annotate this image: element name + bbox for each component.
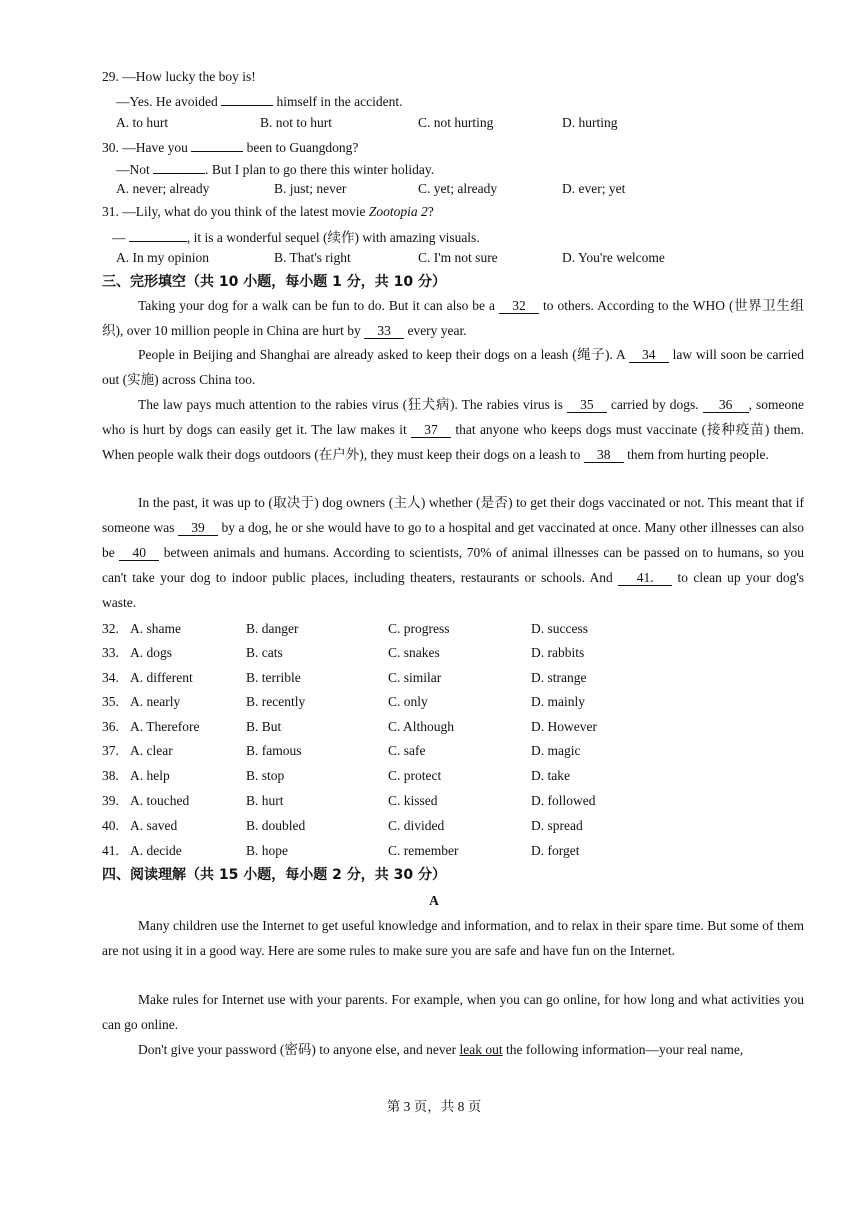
cloze-option-row: 35. A. nearly B. recently C. only D. mainly [102, 694, 585, 709]
answer-blank [191, 136, 243, 152]
option: D. hurting [562, 115, 618, 130]
q30-options [116, 180, 716, 198]
cloze-option-row: 38. A. help B. stop C. protect D. take [102, 768, 570, 783]
option: B. That's right [274, 250, 351, 265]
cloze-blank: 38 [584, 447, 624, 463]
option: B. not to hurt [260, 115, 333, 130]
cloze-option-row: 32. A. shame B. danger C. progress D. success [102, 621, 588, 636]
option: C. not hurting [418, 115, 494, 130]
page-number: 第 3 页，共 8 页 [386, 1099, 482, 1114]
option: D. ever; yet [562, 181, 626, 196]
q31-stem: 31. —Lily, what do you think of the latest movie Zootopia 2? [102, 204, 434, 219]
reading-paragraph-3: Don't give your password (密码) to anyone else, and never leak out the following information—your real name, [138, 1042, 744, 1057]
cloze-blank: 34 [629, 347, 669, 363]
cloze-blank: 40 [119, 545, 159, 561]
cloze-option-row: 33. A. dogs B. cats C. snakes D. rabbits [102, 645, 585, 660]
q30-reply: —Not . But I plan to go there this winter holiday. [116, 158, 434, 179]
q29-stem: 29. —How lucky the boy is! [102, 69, 256, 84]
section-title: 三、完形填空（共 10 小题，每小题 1 分，共 10 分） [102, 274, 446, 290]
option: D. You're welcome [562, 250, 665, 265]
q29-reply: —Yes. He avoided himself in the accident. [116, 90, 402, 111]
reading-paragraph-2: Make rules for Internet use with your parents. For example, when you can go online, for how long and what activities you can go online. [102, 992, 804, 1032]
option: B. just; never [274, 181, 347, 196]
answer-blank [153, 158, 205, 174]
q30-stem: 30. —Have you been to Guangdong? [102, 136, 358, 157]
q31-reply: — , it is a wonderful sequel (续作) with amazing visuals. [112, 226, 480, 247]
option: A. to hurt [116, 115, 169, 130]
cloze-option-row: 40. A. saved B. doubled C. divided D. spread [102, 818, 583, 833]
cloze-blank: 41. [618, 570, 672, 586]
cloze-paragraph-2: People in Beijing and Shanghai are already asked to keep their dogs on a leash (绳子). A 34 law will soon be carried out (实施) across China too. [102, 347, 805, 387]
option: C. yet; already [418, 181, 498, 196]
cloze-blank: 35 [567, 397, 607, 413]
cloze-option-row: 41. A. decide B. hope C. remember D. forget [102, 843, 580, 858]
q29-options [116, 114, 716, 132]
cloze-option-row: 39. A. touched B. hurt C. kissed D. followed [102, 793, 596, 808]
option: A. In my opinion [116, 250, 209, 265]
cloze-blank: 37 [411, 422, 451, 438]
option: C. I'm not sure [418, 250, 498, 265]
cloze-option-row: 34. A. different B. terrible C. similar D. strange [102, 670, 587, 685]
cloze-paragraph-4: In the past, it was up to (取决于) dog owners (主人) whether (是否) to get their dogs vaccinated or not. This meant that if someone was 39 by a dog, he or she would have to go to a hospital and get vaccinated at once. Many other illnesses can also be 40 between animals and humans. According to scientists, 70% of animal illnesses can be passed on to humans, so you can't take your dog to indoor public places, including theaters, restaurants or schools. And 41. to clean up your dog's waste. [102, 495, 805, 610]
movie-title: Zootopia 2 [368, 204, 428, 219]
option: A. never; already [116, 181, 210, 196]
cloze-blank: 33 [364, 323, 404, 339]
cloze-option-row: 36. A. Therefore B. But C. Although D. However [102, 719, 597, 734]
underlined-phrase: leak out [459, 1042, 503, 1057]
passage-label: A [429, 893, 439, 908]
cloze-option-row: 37. A. clear B. famous C. safe D. magic [102, 743, 581, 758]
cloze-blank: 39 [178, 520, 218, 536]
section-title: 四、阅读理解（共 15 小题，每小题 2 分，共 30 分） [102, 867, 446, 883]
answer-blank [221, 90, 273, 106]
answer-blank [129, 226, 187, 242]
cloze-blank: 32 [499, 298, 539, 314]
cloze-blank: 36 [703, 397, 749, 413]
reading-paragraph-1: Many children use the Internet to get useful knowledge and information, and to relax in their spare time. But some of them are not using it in a good way. Here are some rules to make sure you are safe and have fun on the Internet. [102, 918, 804, 958]
cloze-paragraph-3: The law pays much attention to the rabies virus (狂犬病). The rabies virus is 35 carried by dogs. 36 , someone who is hurt by dogs can easily get it. The law makes it 37 that anyone who keeps dogs must vaccinate (接种疫苗) them. When people walk their dogs outdoors (在户外), they must keep their dogs on a leash to 38 them from hurting people. [102, 397, 805, 462]
q31-options [116, 249, 716, 267]
cloze-paragraph-1: Taking your dog for a walk can be fun to do. But it can also be a 32 to others. According to the WHO (世界卫生组织), over 10 million people in China are hurt by 33 every year. [102, 298, 804, 338]
